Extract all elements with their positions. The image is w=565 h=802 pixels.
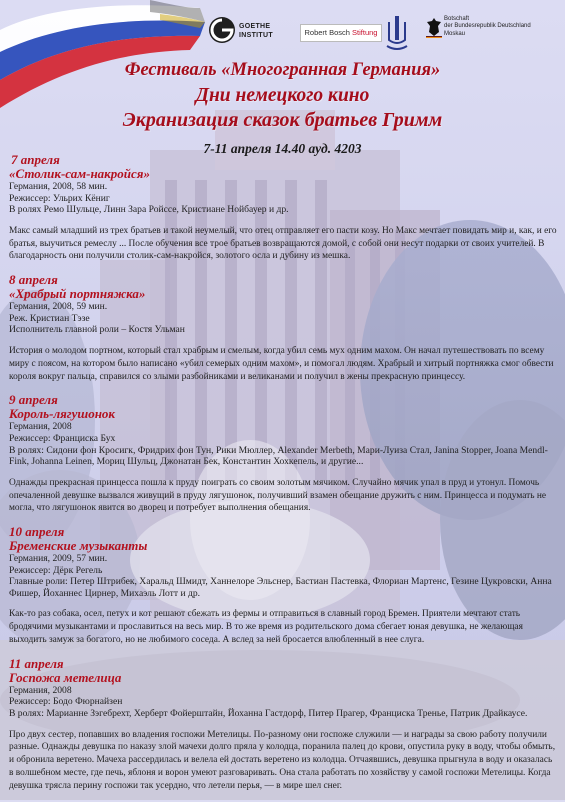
film-entry <box>9 272 559 383</box>
film-description: Как-то раз собака, осел, петух и кот решают сбежать из фермы и отправиться в славный город Бремен. Приятели мечтают стать бродячими музыкантами и прославиться на весь мир. В то же время из родительского дома сбегает юная девушка, не желающая выходить замуж за богатого, но не любимого соседа. А вслед за ней бросается влюбленный в нее слуга. <box>9 609 523 646</box>
program-title: Экранизация сказок братьев Гримм <box>122 109 443 131</box>
film-info: Германия, 2008, 59 мин. <box>9 301 108 313</box>
film-description: Однажды прекрасная принцесса пошла к пруду поиграть со своим золотым мячиком. Случайно мячик упал в пруд и утонул. Помочь опечаленной девушке вызвался живущий в пруду лягушонок, получивший взамен обещание дружить с ним. Принцесса и подумать не могла, что лягушонок явится во дворец и потребует выполнения обещания. <box>9 477 547 514</box>
bund-line1: Botschaft <box>444 16 470 22</box>
film-description: Про двух сестер, попавших во владения госпожи Метелицы. По-разному они госпоже служили — и награды за свою работу получили разные. Однажды девушка по наказу злой мачехи долго пряла у колодца, поранила палец до крови, опустила руку в воду, чтобы обмыть, и обронила веретено. Мачеха рассердилась и велела ей достать веретено из колодца. Отчаявшись, девушка прыгнула в воду и оказалась в волшебном месте, где печь, яблоня и ворон умеют разговаривать. Она стала работать по хозяйству у самой госпожи Метелицы. Когда девушка трясла перину госпожи так усердно, что летели перья, — в мире шел снег. <box>9 729 556 791</box>
film-info: Германия, 2008 <box>9 684 72 696</box>
film-date: 7 апреля <box>11 152 60 167</box>
german-eagle-icon <box>426 16 442 38</box>
event-subtitle: Дни немецкого кино <box>195 85 370 106</box>
sponsor-logos <box>208 12 560 64</box>
film-entry <box>9 524 559 647</box>
bosch-name: Robert Bosch <box>304 28 350 37</box>
film-cast: Исполнитель главной роли – Костя Ульман <box>9 324 185 336</box>
german-embassy-logo-text <box>444 16 560 38</box>
film-cast: В ролях: Марианне Зэгебрехт, Херберт Фойерштайн, Йоханна Гастдорф, Питер Прагер, Франциска Тренье, Патрик Драйкаусе. <box>9 708 528 720</box>
goethe-text-line1: GOETHE <box>239 23 271 30</box>
bund-line2: der Bundesrepublik Deutschland <box>444 23 531 30</box>
film-entry <box>9 392 559 515</box>
bund-line3: Moskau <box>444 30 466 37</box>
film-director: Реж. Кристиан Тэзе <box>9 312 90 324</box>
film-date: 8 апреля <box>9 272 58 288</box>
film-cast: В ролях Ремо Шульце, Линн Зара Ройссе, Кристиане Нойбауер и др. <box>9 204 289 216</box>
film-title: «Столик-сам-накройся» <box>9 166 150 181</box>
film-cast: В ролях: Сидони фон Кросигк, Фридрих фон Тун, Рики Мюллер, Alexander Merbeth, Мари-Луиза Стал, Janina Stopper, Joana Mendl-Fink, Johanna Leinen, Мориц Шульц, Джонатан Бек, Константин Хохкепель, и другие... <box>9 444 548 468</box>
goethe-logo-icon <box>208 16 236 44</box>
goethe-text-line2: INSTITUT <box>239 32 273 39</box>
film-title: Госпожа метелица <box>9 669 122 685</box>
robert-bosch-stiftung-logo <box>300 24 382 42</box>
film-entry <box>9 152 559 263</box>
film-description: История о молодом портном, который стал храбрым и смелым, когда убил семь мух одним махом. Он начал путешествовать по всему миру с поясом, на котором было написано «убил семерых одним махом», и помогал людям. Храбрый и хитрый портняжка смог обвести короля вокруг пальца, справился со злыми разбойниками и великанами и получил в жены прекрасную принцессу. <box>9 345 554 382</box>
film-director: Режиссер: Франциска Бух <box>9 432 116 444</box>
film-date: 11 апреля <box>9 655 64 671</box>
festival-header <box>0 58 565 157</box>
film-info: Германия, 2008, 58 мин. <box>9 181 108 192</box>
film-director: Режиссер: Дёрк Регель <box>9 564 103 576</box>
film-title: Бременские музыканты <box>9 538 148 554</box>
film-title: «Храбрый портняжка» <box>9 286 146 302</box>
festival-title: Фестиваль «Многогранная Германия» <box>124 60 441 80</box>
film-info: Германия, 2009, 57 мин. <box>9 553 108 565</box>
film-cast: Главные роли: Петер Штрибек, Харальд Шмидт, Ханнелоре Эльснер, Бастиан Пастевка, Флориан Мартенс, Гезине Цукровски, Анна Фишер, Йоханнес Цирнер, Михаэль Лотт и др. <box>9 576 552 599</box>
bosch-word: Stiftung <box>352 28 378 37</box>
film-date: 9 апреля <box>9 392 58 408</box>
event-dates: 7-11 апреля 14.40 ауд. 4203 <box>203 141 362 156</box>
film-director: Режиссер: Бодо Фюрнайзен <box>9 696 123 708</box>
film-director: Режиссер: Ульрих Кёниг <box>9 192 110 204</box>
film-entry <box>9 656 559 793</box>
film-date: 10 апреля <box>9 524 65 540</box>
film-info: Германия, 2008 <box>9 421 72 433</box>
goethe-institut-logo <box>208 16 288 50</box>
film-description: Макс самый младший из трех братьев и такой неумелый, что отец отправляет его пасти козу. Но Макс мечтает повидать мир и, как, и его братья, выучиться ремеслу ... После обучения все трое братьев возвращаются домой, с собой они несут подарки от своих учителей. В благодарность они получили столик-сам-накройся, золотого осла и дубину из мешка. <box>9 225 557 262</box>
film-schedule <box>9 152 559 802</box>
foundation-emblem-icon <box>385 12 409 52</box>
film-title: Король-лягушонок <box>9 406 116 422</box>
